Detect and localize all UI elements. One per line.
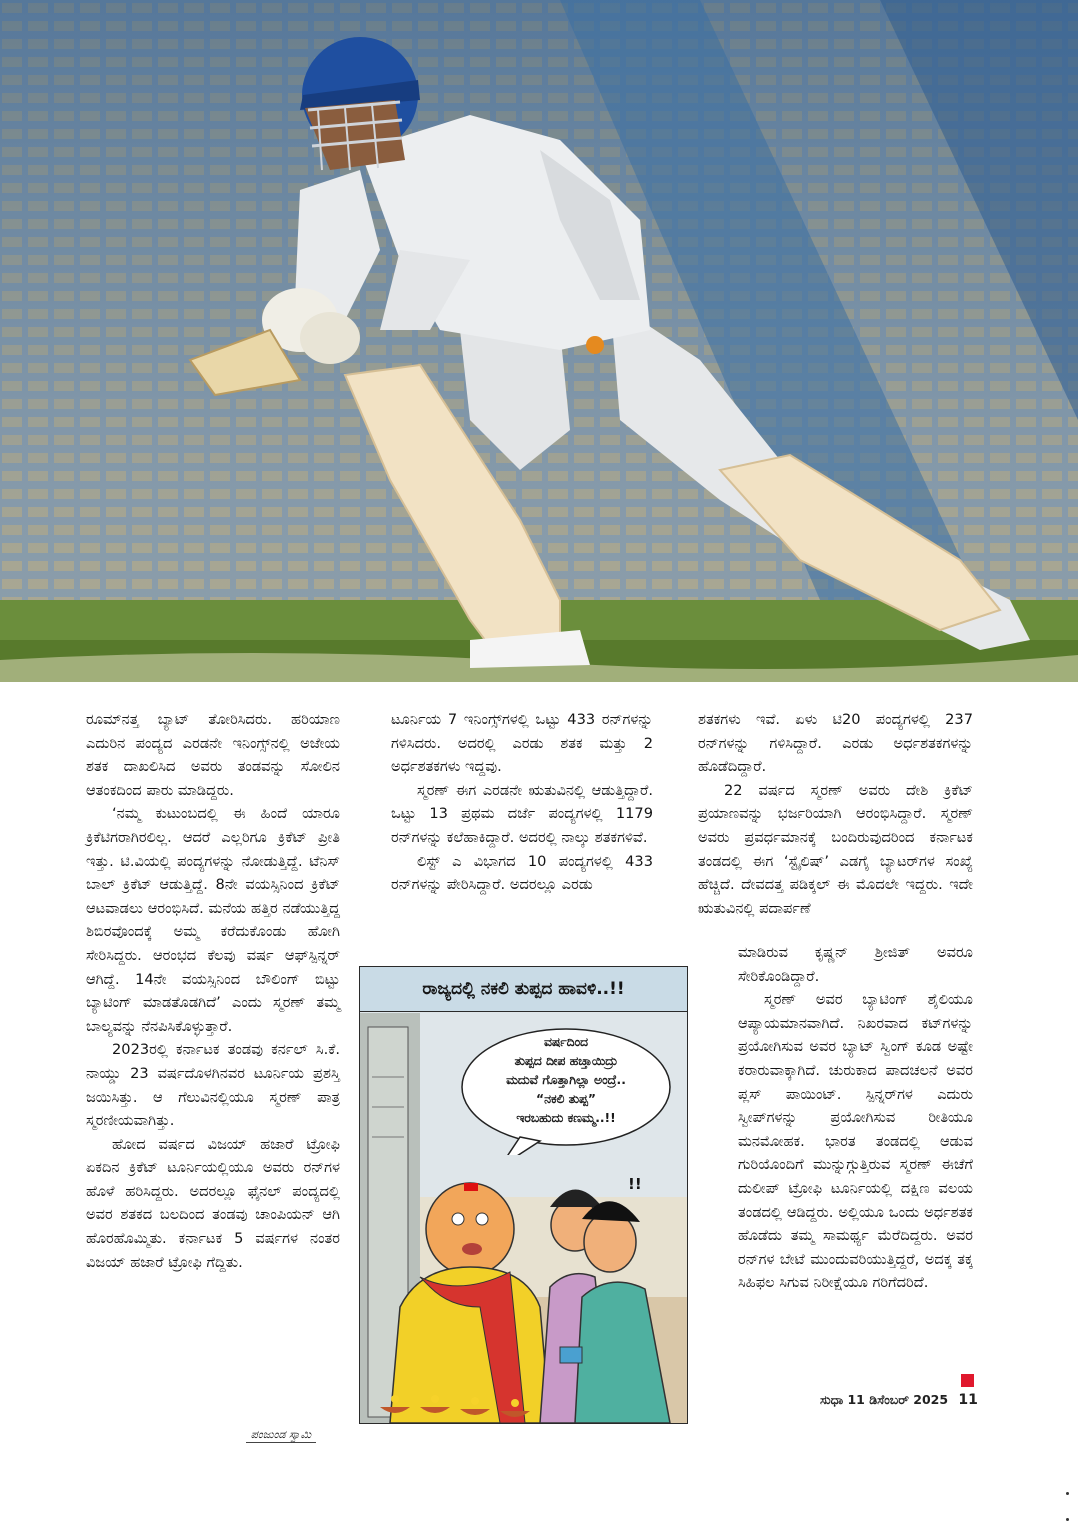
cartoonist-signature: ಪಂಜುಂಡ ಸ್ವಾಮಿ xyxy=(246,1428,316,1443)
print-mark xyxy=(1066,1518,1069,1521)
article-column-2 xyxy=(391,708,653,897)
speech-bubble xyxy=(460,1025,672,1155)
article-column-3 xyxy=(698,708,973,920)
magazine-name: ಸುಧಾ xyxy=(820,1392,844,1407)
issue-date: 11 ಡಿಸೆಂಬರ್ 2025 xyxy=(847,1392,949,1407)
bubble-line: ಇರಬಹುದು ಕಣಮ್ಮ..!! xyxy=(516,1111,616,1125)
batsman-illustration xyxy=(0,0,1078,682)
paragraph: ಹೋದ ವರ್ಷದ ವಿಜಯ್ ಹಜಾರೆ ಟ್ರೋಫಿ ಏಕದಿನ ಕ್ರಿಕೆಟ್ ಟೂರ್ನಿಯಲ್ಲಿಯೂ ಅವರು ರನ್‌ಗಳ ಹೊಳೆ ಹರಿಸಿದ್ದರು. ಅದರಲ್ಲೂ ಫೈನಲ್ ಪಂದ್ಯದಲ್ಲಿ ಅವರ ಶತಕದ ಬಲದಿಂದ ತಂಡವು ಚಾಂಪಿಯನ್ ಆಗಿ ಹೊರಹೊಮ್ಮಿತು. ಕರ್ನಾಟಕ 5 ವರ್ಷಗಳ ನಂತರ ವಿಜಯ್ ಹಜಾರೆ ಟ್ರೋಫಿ ಗೆದ್ದಿತು. xyxy=(86,1135,340,1271)
paragraph: ಸ್ಮರಣ್ ಅವರ ಬ್ಯಾಟಿಂಗ್ ಶೈಲಿಯೂ ಆಪ್ಯಾಯಮಾನವಾಗಿದೆ. ನಿಖರವಾದ ಕಟ್‌ಗಳನ್ನು ಪ್ರಯೋಗಿಸುವ ಅವರ ಬ್ಯಾಟ್ ಸ್ವಿಂಗ್ ಕೂಡ ಅಷ್ಟೇ ಕರಾರುವಾಕ್ಕಾಗಿದೆ. ಚುರುಕಾದ ಪಾದಚಲನೆ ಅವರ ಪ್ಲಸ್ ಪಾಯಿಂಟ್. ಸ್ಪಿನ್ನರ್‌ಗಳ ಎದುರು ಸ್ವೀಪ್‌ಗಳನ್ನು ಪ್ರಯೋಗಿಸುವ ರೀತಿಯೂ ಮನಮೋಹಕ. ಭಾರತ ತಂಡದಲ್ಲಿ ಆಡುವ ಗುರಿಯೊಂದಿಗೆ ಮುನ್ನುಗ್ಗುತ್ತಿರುವ ಸ್ಮರಣ್ ಈಚೆಗೆ ದುಲೀಪ್ ಟ್ರೋಫಿ ಟೂರ್ನಿಯಲ್ಲಿ ದಕ್ಷಿಣ ವಲಯ ತಂಡದಲ್ಲಿ ಆಡಿದ್ದರು. ಅಲ್ಲಿಯೂ ಒಂದು ಅರ್ಧಶತಕ ಹೊಡೆದು ತಮ್ಮ ಸಾಮರ್ಥ್ಯ ಮೆರೆದಿದ್ದರು. ಅವರ ರನ್‌ಗಳ ಬೇಟೆ ಮುಂದುವರಿಯುತ್ತಿದ್ದರೆ, ಅದಕ್ಕ ತಕ್ಕ ಸಿಹಿಫಲ ಸಿಗುವ ನಿರೀಕ್ಷೆಯೂ ಗರಿಗೆದರಿದೆ. xyxy=(738,991,973,1292)
bubble-line: ತುಪ್ಪದ ದೀಪ ಹಚ್ತಾಯಿದ್ರು xyxy=(514,1054,618,1068)
paragraph: ‘ನಮ್ಮ ಕುಟುಂಬದಲ್ಲಿ ಈ ಹಿಂದೆ ಯಾರೂ ಕ್ರಿಕೆಟಿಗರಾಗಿರಲಿಲ್ಲ. ಆದರೆ ಎಲ್ಲರಿಗೂ ಕ್ರಿಕೆಟ್ ಪ್ರೀತಿ ಇತ್ತು. ಟಿ.ವಿಯಲ್ಲಿ ಪಂದ್ಯಗಳನ್ನು ನೋಡುತ್ತಿದ್ದೆ. ಟೆನಿಸ್ ಬಾಲ್ ಕ್ರಿಕೆಟ್ ಆಡುತ್ತಿದ್ದೆ. 8ನೇ ವಯಸ್ಸಿನಿಂದ ಕ್ರಿಕೆಟ್ ಆಟವಾಡಲು ಆರಂಭಿಸಿದೆ. ಮನೆಯ ಹತ್ತಿರ ನಡೆಯುತ್ತಿದ್ದ ಶಿಬಿರವೊಂದಕ್ಕೆ ಅಮ್ಮ ಕರೆದುಕೊಂಡು ಹೋಗಿ ಸೇರಿಸಿದ್ದರು. ಆರಂಭದ ಕೆಲವು ವರ್ಷ ಆಫ್‌ಸ್ಪಿನ್ನರ್ ಆಗಿದ್ದೆ. 14ನೇ ವಯಸ್ಸಿನಿಂದ ಬೌಲಿಂಗ್ ಬಿಟ್ಟು ಬ್ಯಾಟಿಂಗ್ ಮಾಡತೊಡಗಿದೆ’ ಎಂದು ಸ್ಮರಣ್ ತಮ್ಮ ಬಾಲ್ಯವನ್ನು ನೆನಪಿಸಿಕೊಳ್ಳುತ್ತಾರೆ. xyxy=(86,805,340,1035)
bubble-line: ಮದುವೆ ಗೊತ್ತಾಗಿಲ್ಲಾ ಅಂದ್ರೆ.. xyxy=(506,1073,626,1087)
page-footer xyxy=(820,1392,978,1408)
exclamation-mark: !! xyxy=(628,1175,642,1193)
paragraph: 22 ವರ್ಷದ ಸ್ಮರಣ್ ಅವರು ದೇಶಿ ಕ್ರಿಕೆಟ್ ಪ್ರಯಾಣವನ್ನು ಭರ್ಜರಿಯಾಗಿ ಆರಂಭಿಸಿದ್ದಾರೆ. ಸ್ಮರಣ್ ಅವರು ಪ್ರವರ್ಧಮಾನಕ್ಕೆ ಬಂದಿರುವುದರಿಂದ ಕರ್ನಾಟಕ ತಂಡದಲ್ಲಿ ಈಗ ‘ಸ್ಟೈಲಿಷ್’ ಎಡಗೈ ಬ್ಯಾಟರ್‌ಗಳ ಸಂಖ್ಯೆ ಹೆಚ್ಚಿದೆ. ದೇವದತ್ತ ಪಡಿಕ್ಕಲ್ ಈ ಮೊದಲೇ ಇದ್ದರು. ಇದೇ ಋತುವಿನಲ್ಲಿ ಪದಾರ್ಪಣೆ xyxy=(698,781,973,917)
print-mark xyxy=(1066,1492,1069,1495)
page-number: 11 xyxy=(958,1392,978,1408)
paragraph: ಟೂರ್ನಿಯ 7 ಇನಿಂಗ್ಸ್‌ಗಳಲ್ಲಿ ಒಟ್ಟು 433 ರನ್‌ಗಳನ್ನು ಗಳಿಸಿದರು. ಅದರಲ್ಲಿ ಎರಡು ಶತಕ ಮತ್ತು 2 ಅರ್ಧಶತಕಗಳು ಇದ್ದವು. xyxy=(391,711,653,776)
paragraph: ಸ್ಮರಣ್ ಈಗ ಎರಡನೇ ಋತುವಿನಲ್ಲಿ ಆಡುತ್ತಿದ್ದಾರೆ. ಒಟ್ಟು 13 ಪ್ರಥಮ ದರ್ಜೆ ಪಂದ್ಯಗಳಲ್ಲಿ 1179 ರನ್‌ಗಳನ್ನು ಕಲೆಹಾಕಿದ್ದಾರೆ. ಅದರಲ್ಲಿ ನಾಲ್ಕು ಶತಕಗಳಿವೆ. xyxy=(391,781,653,846)
paragraph: ಶತಕಗಳು ಇವೆ. ಏಳು ಟಿ20 ಪಂದ್ಯಗಳಲ್ಲಿ 237 ರನ್‌ಗಳನ್ನು ಗಳಿಸಿದ್ದಾರೆ. ಎರಡು ಅರ್ಧಶತಕಗಳನ್ನು ಹೊಡೆದಿದ್ದಾರೆ. xyxy=(698,711,973,776)
article-column-3-continued xyxy=(738,941,973,1295)
article-column-1 xyxy=(86,708,340,1274)
bubble-line: “ನಕಲಿ ತುಪ್ಪ” xyxy=(536,1092,596,1106)
cartoon-panel xyxy=(359,966,688,1424)
paragraph: ರೂಮ್‌ನತ್ತ ಬ್ಯಾಟ್ ತೋರಿಸಿದರು. ಹರಿಯಾಣ ಎದುರಿನ ಪಂದ್ಯದ ಎರಡನೇ ಇನಿಂಗ್ಸ್‌ನಲ್ಲಿ ಅಜೇಯ ಶತಕ ದಾಖಲಿಸಿದ ಅವರು ತಂಡವನ್ನು ಸೋಲಿನ ಆತಂಕದಿಂದ ಪಾರು ಮಾಡಿದ್ದರು. xyxy=(86,711,340,799)
hero-photo xyxy=(0,0,1078,682)
paragraph: ಮಾಡಿರುವ ಕೃಷ್ಣನ್ ಶ್ರೀಜಿತ್ ಅವರೂ ಸೇರಿಕೊಂಡಿದ್ದಾರೆ. xyxy=(738,944,973,985)
cartoon-title: ರಾಜ್ಯದಲ್ಲಿ ನಕಲಿ ತುಪ್ಪದ ಹಾವಳಿ..!! xyxy=(360,967,687,1012)
paragraph: ಲಿಸ್ಟ್ ಎ ವಿಭಾಗದ 10 ಪಂದ್ಯಗಳಲ್ಲಿ 433 ರನ್‌ಗಳನ್ನು ಪೇರಿಸಿದ್ದಾರೆ. ಅದರಲ್ಲೂ ಎರಡು xyxy=(391,852,653,894)
bubble-line: ವರ್ಷದಿಂದ xyxy=(544,1035,588,1049)
paragraph: 2023ರಲ್ಲಿ ಕರ್ನಾಟಕ ತಂಡವು ಕರ್ನಲ್ ಸಿ.ಕೆ. ನಾಯ್ಡು 23 ವರ್ಷದೊಳಗಿನವರ ಟೂರ್ನಿಯ ಪ್ರಶಸ್ತಿ ಜಯಿಸಿತ್ತು. ಆ ಗೆಲುವಿನಲ್ಲಿಯೂ ಸ್ಮರಣ್ ಪಾತ್ರ ಸ್ಮರಣೀಯವಾಗಿತ್ತು. xyxy=(86,1041,340,1130)
end-of-article-mark xyxy=(961,1374,974,1387)
